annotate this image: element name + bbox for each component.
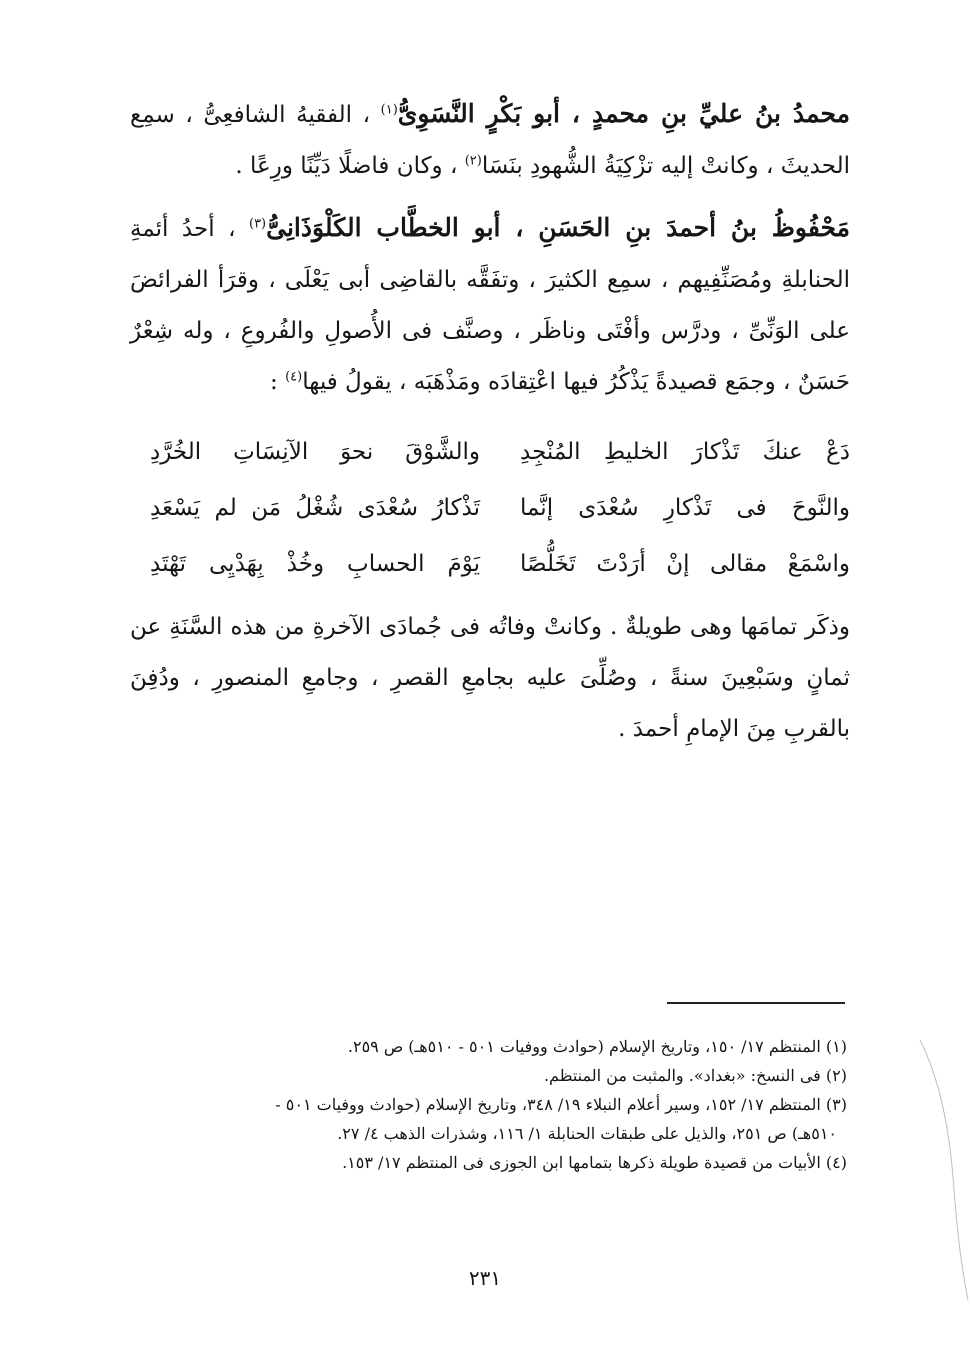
biography-text-2: ، أحدُ أئمةِ الحنابلةِ ومُصَنِّفِيهم ، سمِع الكثيرَ ، وتفَقَّه بالقاضِى أبى يَعْلَى ، وقرَأ الفرائضَ على الوَنِّىِّ ، ودرَّس وأفْتَى وناظَر ، وصنَّف فى الأُصولِ والفُروعِ ، وله شِعْرٌ حَسَنٌ ، وجمَع قصيدةً يَذْكُرُ فيها اعْتِقادَه ومَذْهَبَه ، يقولُ فيها [130, 216, 850, 395]
biography-text-1-end: ، وكان فاضلًا دَيِّنًا ورِعًا . [235, 153, 458, 179]
poem-first-hemistich: واسْمَعْ مقالى إنْ أرَدْتَ تَخَلُّصًا [520, 551, 850, 577]
poem-verse [150, 480, 850, 536]
footnote-ref-1: (١) [380, 102, 398, 118]
biography-text-3: وذكَر تمامَها وهى طويلةٌ . وكانتْ وفاتُه فى جُمادَى الآخرةِ من هذه السَّنَةِ عن ثمانٍ وسَبْعِينَ سنةً ، وصُلِّىَ عليه بجامعِ القصرِ ، وجامعِ المنصورِ ، ودُفِنَ بالقربِ مِنَ الإمامِ أحمدَ . [130, 614, 850, 742]
poem [150, 424, 850, 592]
poem-first-hemistich: والنَّوحَ فى تَذْكارِ سُعْدَى إنَّما [520, 495, 850, 521]
footnote-ref-2: (٢) [464, 153, 482, 169]
page-number: ٢٣١ [468, 1266, 502, 1290]
footnote-ref-3: (٣) [248, 216, 267, 232]
scan-edge-mark [910, 1040, 970, 1300]
biography-paragraph-1 [130, 88, 850, 192]
poem-verse [150, 536, 850, 592]
footnote-2: (٢) فى النسخ: «بغداد». والمثبت من المنتظم. [543, 1066, 847, 1085]
footnote-3: (٣) المنتظم ١٧/ ١٥٢، وسير أعلام النبلاء ١٩/ ٣٤٨، وتاريخ الإسلام (حوادث ووفيات ٥٠١ - [275, 1095, 847, 1114]
footnote-ref-4: (٤) [285, 369, 303, 385]
poem-second-hemistich: تَذْكارُ سُعْدَى شُغْلُ مَن لم يَسْعَدِ [150, 495, 480, 521]
biography-text-2-end: : [270, 369, 278, 395]
biography-paragraph-3 [130, 602, 850, 755]
footnotes [132, 1032, 847, 1177]
poem-verse [150, 424, 850, 480]
poem-second-hemistich: والشَّوْقَ نحوَ الآنِسَاتِ الخُرَّدِ [150, 439, 480, 465]
biography-name-1: محمدُ بنُ عليِّ بنِ محمدٍ ، أبو بَكْرٍ النَّسَوِىُّ [397, 99, 851, 128]
biography-text-1: ، الفقيهُ الشافعِىُّ ، سمِع الحديثَ ، وكانتْ إليه تزْكِيَةُ الشُّهودِ بنَسَا [130, 102, 850, 179]
footnote-separator [667, 1002, 845, 1004]
poem-second-hemistich: يَوْمَ الحسابِ وخُذْ بِهَدْيِى تَهْتَدِ [150, 551, 480, 577]
footnote-4: (٤) الأبيات من قصيدة طويلة ذكرها بتمامها ابن الجوزى فى المنتظم ١٧/ ١٥٣. [342, 1153, 847, 1172]
biography-paragraph-2 [130, 202, 850, 408]
poem-first-hemistich: دَعْ عنكَ تَذْكارَ الخليطِ المُنْجِدِ [520, 439, 850, 465]
footnote-3-continued: ٥١٠هـ) ص ٢٥١، والذيل على طبقات الحنابلة ١/ ١١٦، وشذرات الذهب ٤/ ٢٧. [337, 1124, 837, 1143]
footnote-1: (١) المنتظم ١٧/ ١٥٠، وتاريخ الإسلام (حوادث ووفيات ٥٠١ - ٥١٠هـ) ص ٢٥٩. [347, 1037, 847, 1056]
biography-name-2: مَحْفُوظُ بنُ أحمدَ بنِ الحَسَنِ ، أبو الخطَّاب الكَلْوَذَانِىُّ [266, 213, 850, 242]
